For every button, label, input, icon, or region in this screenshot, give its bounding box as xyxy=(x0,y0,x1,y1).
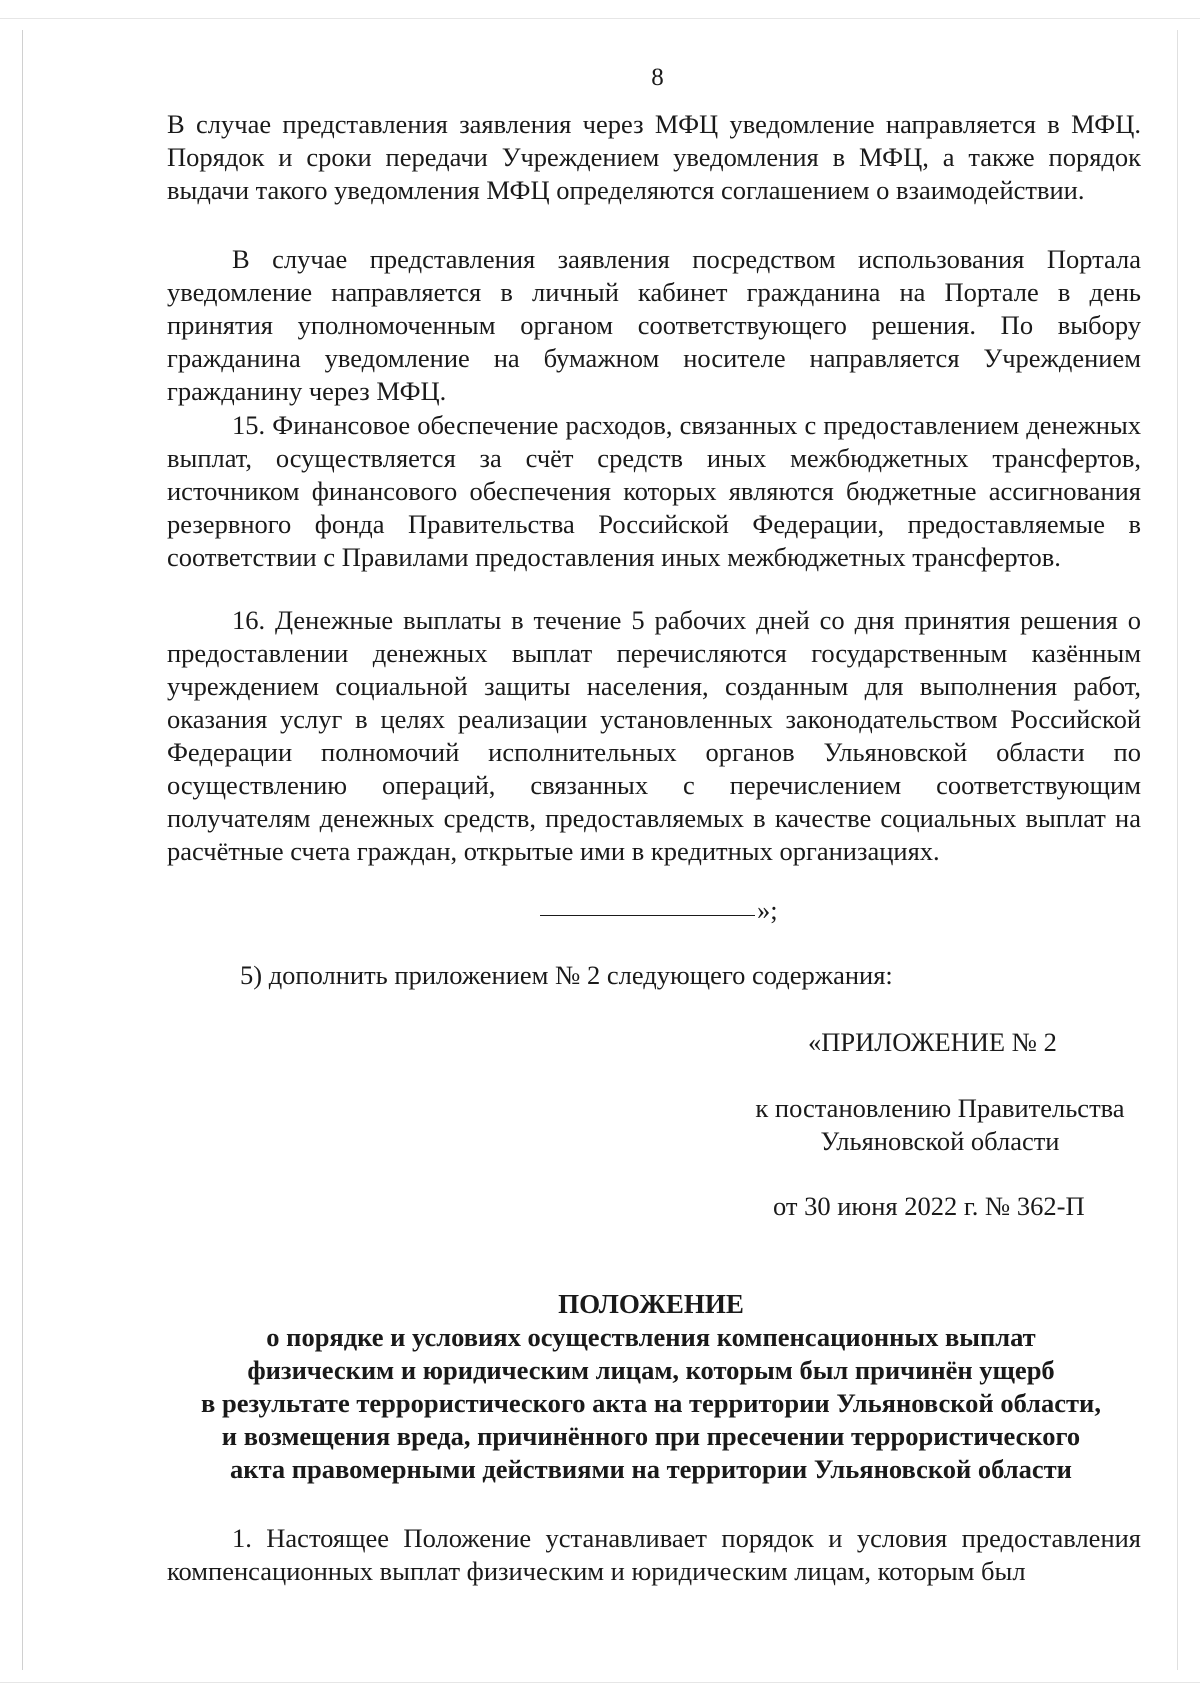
paragraph-item-1: 1. Настоящее Положение устанавливает порядок и условия предоставления компенсационных выплат физическим и юридическим лицам, которым был xyxy=(167,1523,1141,1586)
appendix-title: «ПРИЛОЖЕНИЕ № 2 xyxy=(808,1027,1057,1057)
scan-edge-bottom xyxy=(0,1682,1200,1683)
heading-line-3: в результате террористического акта на территории Ульяновской области, xyxy=(201,1388,1101,1418)
scan-edge-left xyxy=(22,30,23,1670)
scan-edge-top xyxy=(0,18,1200,19)
paragraph-item-16: 16. Денежные выплаты в течение 5 рабочих дней со дня принятия решения о предоставлении денежных выплат перечисляются государственным казённым учреждением социальной защиты населения, созданным для выполнения работ, оказания услуг в целях реализации установленных законодательством Российской Федерации полномочий исполнительных органов Ульяновской области по осуществлению операций, связанных с перечислением соответствующим получателям денежных средств, предоставляемых в качестве социальных выплат на расчётные счета граждан, открытые ими в кредитных организациях. xyxy=(167,605,1141,866)
heading-title: ПОЛОЖЕНИЕ xyxy=(558,1289,744,1319)
paragraph-item-15: 15. Финансовое обеспечение расходов, связанных с предоставлением денежных выплат, осуществляется за счёт средств иных межбюджетных трансфертов, источником финансового обеспечения которых являются бюджетные ассигнования резервного фонда Правительства Российской Федерации, предоставляемые в соответствии с Правилами предоставления иных межбюджетных трансфертов. xyxy=(167,410,1141,572)
page-number: 8 xyxy=(651,64,664,91)
heading-line-5: акта правомерными действиями на территории Ульяновской области xyxy=(230,1454,1072,1484)
heading-line-2: физическим и юридическим лицам, которым был причинён ущерб xyxy=(247,1355,1055,1385)
regulation-heading xyxy=(100,1288,1200,1486)
appendix-reference xyxy=(740,1092,1140,1158)
section-closing-line xyxy=(540,895,778,926)
paragraph-mfc-notification: В случае представления заявления через МФЦ уведомление направляется в МФЦ. Порядок и сроки передачи Учреждением уведомления в МФЦ, а также порядок выдачи такого уведомления МФЦ определяются соглашением о взаимодействии. xyxy=(167,109,1141,205)
heading-line-1: о порядке и условиях осуществления компенсационных выплат xyxy=(266,1322,1036,1352)
item-5-text: 5) дополнить приложением № 2 следующего содержания: xyxy=(240,960,893,990)
closing-mark: »; xyxy=(757,895,778,925)
appendix-ref-line-1: к постановлению Правительства xyxy=(755,1093,1125,1123)
closing-rule xyxy=(540,915,755,916)
paragraph-portal-notification: В случае представления заявления посредством использования Портала уведомление направляется в личный кабинет гражданина на Портале в день принятия уполномоченным органом соответствующего решения. По выбору гражданина уведомление на бумажном носителе направляется Учреждением гражданину через МФЦ. xyxy=(167,244,1141,406)
appendix-ref-line-2: Ульяновской области xyxy=(820,1126,1060,1156)
heading-line-4: и возмещения вреда, причинённого при пресечении террористического xyxy=(221,1421,1081,1451)
appendix-date: от 30 июня 2022 г. № 362-П xyxy=(773,1191,1085,1221)
